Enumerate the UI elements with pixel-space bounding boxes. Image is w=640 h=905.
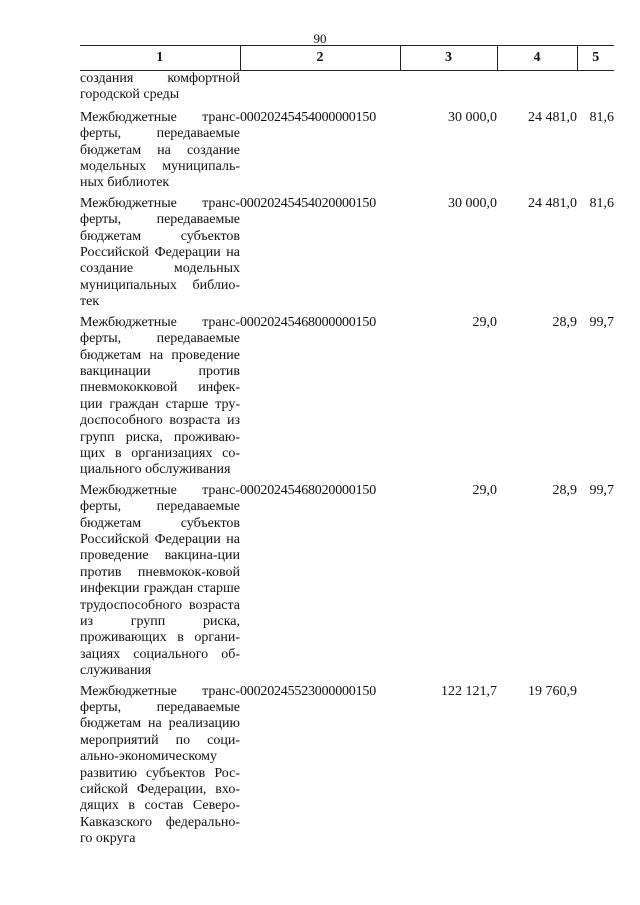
row-percent: 99,7 [589,314,614,330]
row-percent: 81,6 [589,109,614,125]
table-row [80,71,614,110]
row-name: Межбюджетные транс-ферты, передаваемые бюджетам на создание модельных муниципаль-ных библиотек [80,109,240,191]
table-row [80,684,614,852]
table-row [80,315,614,483]
column-header-3: 3 [400,46,497,71]
row-percent [577,684,614,852]
row-actual: 24 481,0 [528,109,577,125]
row-actual [497,71,577,110]
budget-table [80,45,614,852]
row-actual: 28,9 [552,314,577,330]
table-row [80,110,614,196]
row-plan: 30 000,0 [448,195,497,211]
row-code [240,71,400,110]
page-number: 90 [313,31,327,46]
table-row [80,483,614,684]
row-code: 00020245523000000150 [240,683,377,699]
row-percent [577,71,614,110]
column-header-5: 5 [577,46,614,71]
table-header [80,46,614,71]
row-name: Межбюджетные транс-ферты, передаваемые бюджетам на проведение вакцинации против пневмококковой инфек-ции граждан старше тру-доспособного возраста из групп риска, проживаю-щих в организациях со-циального обслуживания [80,314,240,478]
row-code: 00020245468000000150 [240,314,377,330]
column-header-4: 4 [497,46,577,71]
column-header-1: 1 [80,46,240,71]
row-code: 00020245454020000150 [240,195,377,211]
row-actual: 24 481,0 [528,195,577,211]
row-plan: 30 000,0 [448,109,497,125]
row-plan: 29,0 [472,482,497,498]
row-percent: 81,6 [589,195,614,211]
row-plan: 122 121,7 [441,683,497,699]
row-name: Межбюджетные транс-ферты, передаваемые бюджетам субъектов Российской Федерации на проведение вакцина-ции против пневмокок-ковой инфекции граждан старше трудоспособного возраста из групп риска, проживающих в органи-зациях социального об-служивания [80,482,240,679]
row-percent: 99,7 [589,482,614,498]
row-name: Межбюджетные транс-ферты, передаваемые бюджетам субъектов Российской Федерации на создание модельных муниципальных библио-тек [80,195,240,310]
row-name: создания комфортной городской среды [80,71,240,103]
column-header-2: 2 [240,46,400,71]
row-name: Межбюджетные транс-ферты, передаваемые бюджетам на реализацию мероприятий по соци-ально-экономическому развитию субъектов Рос-сийской Федерации, вхо-дящих в состав Северо-Кавказского федерально-го округа [80,683,240,847]
row-plan [400,71,497,110]
table-row [80,196,614,315]
row-plan: 29,0 [472,314,497,330]
row-code: 00020245454000000150 [240,109,377,125]
row-actual: 19 760,9 [528,683,577,699]
row-actual: 28,9 [552,482,577,498]
row-code: 00020245468020000150 [240,482,377,498]
